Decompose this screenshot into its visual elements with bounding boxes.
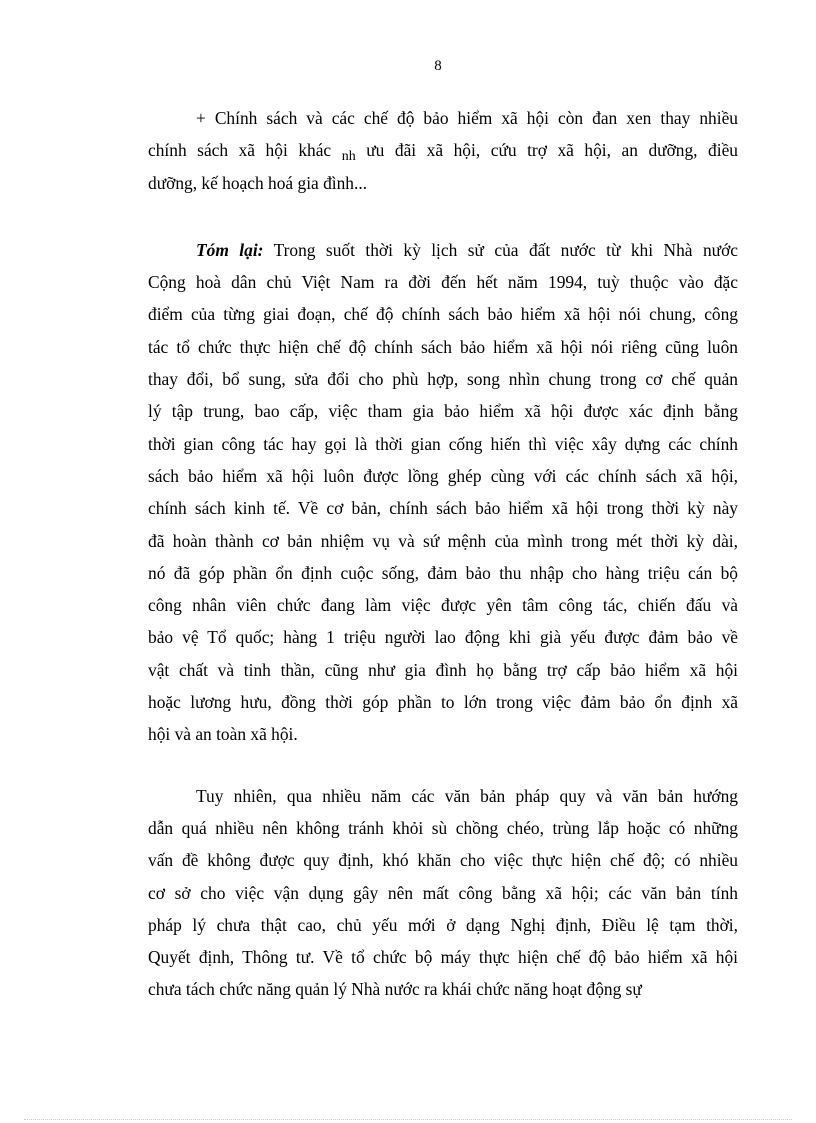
paragraph-line: lý tập trung, bao cấp, việc tham gia bảo hiểm xã hội được xác định bằng [148,401,738,422]
paragraph-line: Quyết định, Thông tư. Về tổ chức bộ máy thực hiện chế độ bảo hiểm xã hội [148,947,738,968]
paragraph-line: vật chất và tinh thần, cũng như gia đình họ bằng trợ cấp bảo hiểm xã hội [148,659,738,680]
paragraph-line: dẫn quá nhiều nên không tránh khỏi sù chồng chéo, trùng lắp hoặc có những [148,817,738,838]
paragraph-line: nó đã góp phần ổn định cuộc sống, đảm bảo thu nhập cho hàng triệu cán bộ [148,562,738,583]
line-text: chính sách xã hội khác [148,140,342,161]
paragraph-line: điểm của từng giai đoạn, chế độ chính sách bảo hiểm xã hội nói chung, công [148,304,738,325]
paragraph-line: cơ sở cho việc vận dụng gây nên mất công bằng xã hội; các văn bản tính [148,882,738,903]
paragraph-line: Tuy nhiên, qua nhiều năm các văn bản pháp quy và văn bản hướng [196,785,738,806]
paragraph-3 [148,780,738,1006]
document-body [148,102,738,1006]
paragraph-line: chưa tách chức năng quản lý Nhà nước ra khái chức năng hoạt động sự [148,979,642,1000]
paragraph-line: hoặc lương hưu, đồng thời góp phần to lớn trong việc đảm bảo ổn định xã [148,692,738,713]
paragraph-line: bảo vệ Tổ quốc; hàng 1 triệu người lao động khi già yếu được đảm bảo về [148,627,738,648]
paragraph-line: Cộng hoà dân chủ Việt Nam ra đời đến hết năm 1994, tuỳ thuộc vào đặc [148,272,738,293]
paragraph-line [148,234,738,266]
line-text: ưu đãi xã hội, cứu trợ xã hội, an dưỡng, điều [355,140,738,161]
paragraph-line: pháp lý chưa thật cao, chủ yếu mới ở dạng Nghị định, Điều lệ tạm thời, [148,914,738,935]
paragraph-line: thay đổi, bổ sung, sửa đổi cho phù hợp, song nhìn chung trong cơ chế quản [148,369,738,390]
paragraph-line: công nhân viên chức đang làm việc được yên tâm công tác, chiến đấu và [148,595,738,616]
paragraph-line: + Chính sách và các chế độ bảo hiểm xã hội còn đan xen thay nhiều [196,108,738,128]
paragraph-line: hội và an toàn xã hội. [148,724,298,745]
page-bottom-divider [24,1119,792,1120]
paragraph-line: thời gian công tác hay gọi là thời gian cống hiến thì việc xây dựng các chính [148,433,738,454]
line-text: Trong suốt thời kỳ lịch sử của đất nước từ khi Nhà nước [263,239,738,260]
paragraph-1 [148,102,738,199]
paragraph-line: tác tổ chức thực hiện chế độ chính sách bảo hiểm xã hội nói riêng cũng luôn [148,336,738,357]
paragraph-line: đã hoàn thành cơ bản nhiệm vụ và sứ mệnh của mình trong mét thời kỳ dài, [148,530,738,551]
paragraph-line: dưỡng, kế hoạch hoá gia đình... [148,172,368,193]
paragraph-2 [148,234,738,751]
paragraph-line: chính sách kinh tế. Về cơ bản, chính sách bảo hiểm xã hội trong thời kỳ này [148,498,738,519]
paragraph-line: vấn đề không được quy định, khó khăn cho việc thực hiện chế độ; có nhiều [148,850,738,871]
page-number: 8 [434,58,442,74]
text-artifact: nh [341,149,356,165]
summary-lead: Tóm lại: [196,239,264,260]
paragraph-line: sách bảo hiểm xã hội luôn được lồng ghép cùng với các chính sách xã hội, [148,465,738,486]
paragraph-line [148,134,738,166]
